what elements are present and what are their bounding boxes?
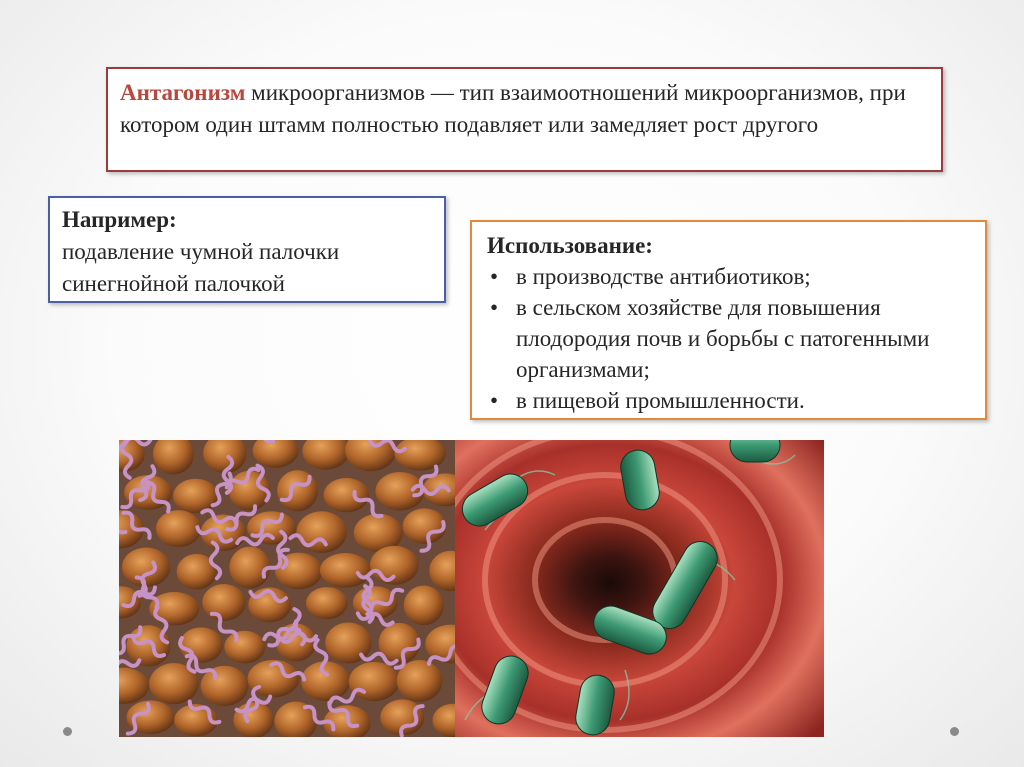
slide-nav-dot-right[interactable] bbox=[950, 727, 959, 736]
example-box bbox=[48, 196, 446, 303]
usage-item bbox=[484, 385, 973, 416]
usage-item bbox=[484, 261, 973, 292]
usage-heading: Использование: bbox=[487, 233, 653, 258]
bullet-icon: • bbox=[490, 264, 499, 289]
definition-box bbox=[106, 67, 943, 172]
definition-term: Антагонизм bbox=[120, 80, 246, 105]
bullet-icon: • bbox=[490, 295, 499, 320]
usage-item-text: в производстве антибиотиков; bbox=[516, 264, 811, 289]
usage-item-text: в пищевой промышленности. bbox=[516, 388, 805, 413]
example-heading: Например: bbox=[62, 207, 177, 232]
bullet-icon: • bbox=[490, 388, 499, 413]
slide-nav-dot-left[interactable] bbox=[63, 727, 72, 736]
usage-box bbox=[470, 220, 987, 420]
microbes-on-cells-photo bbox=[119, 440, 455, 737]
usage-item-text: в сельском хозяйстве для повышения плодородия почв и борьбы с патогенными организмами; bbox=[516, 295, 930, 382]
definition-text: микроорганизмов — тип взаимоотношений микроорганизмов, при котором один штамм полностью подавляет или замедляет рост другого bbox=[120, 80, 906, 137]
example-text: подавление чумной палочки синегнойной палочкой bbox=[62, 239, 340, 296]
bacteria-in-intestine-photo bbox=[455, 440, 824, 737]
usage-item bbox=[484, 292, 973, 385]
usage-list bbox=[484, 261, 973, 416]
